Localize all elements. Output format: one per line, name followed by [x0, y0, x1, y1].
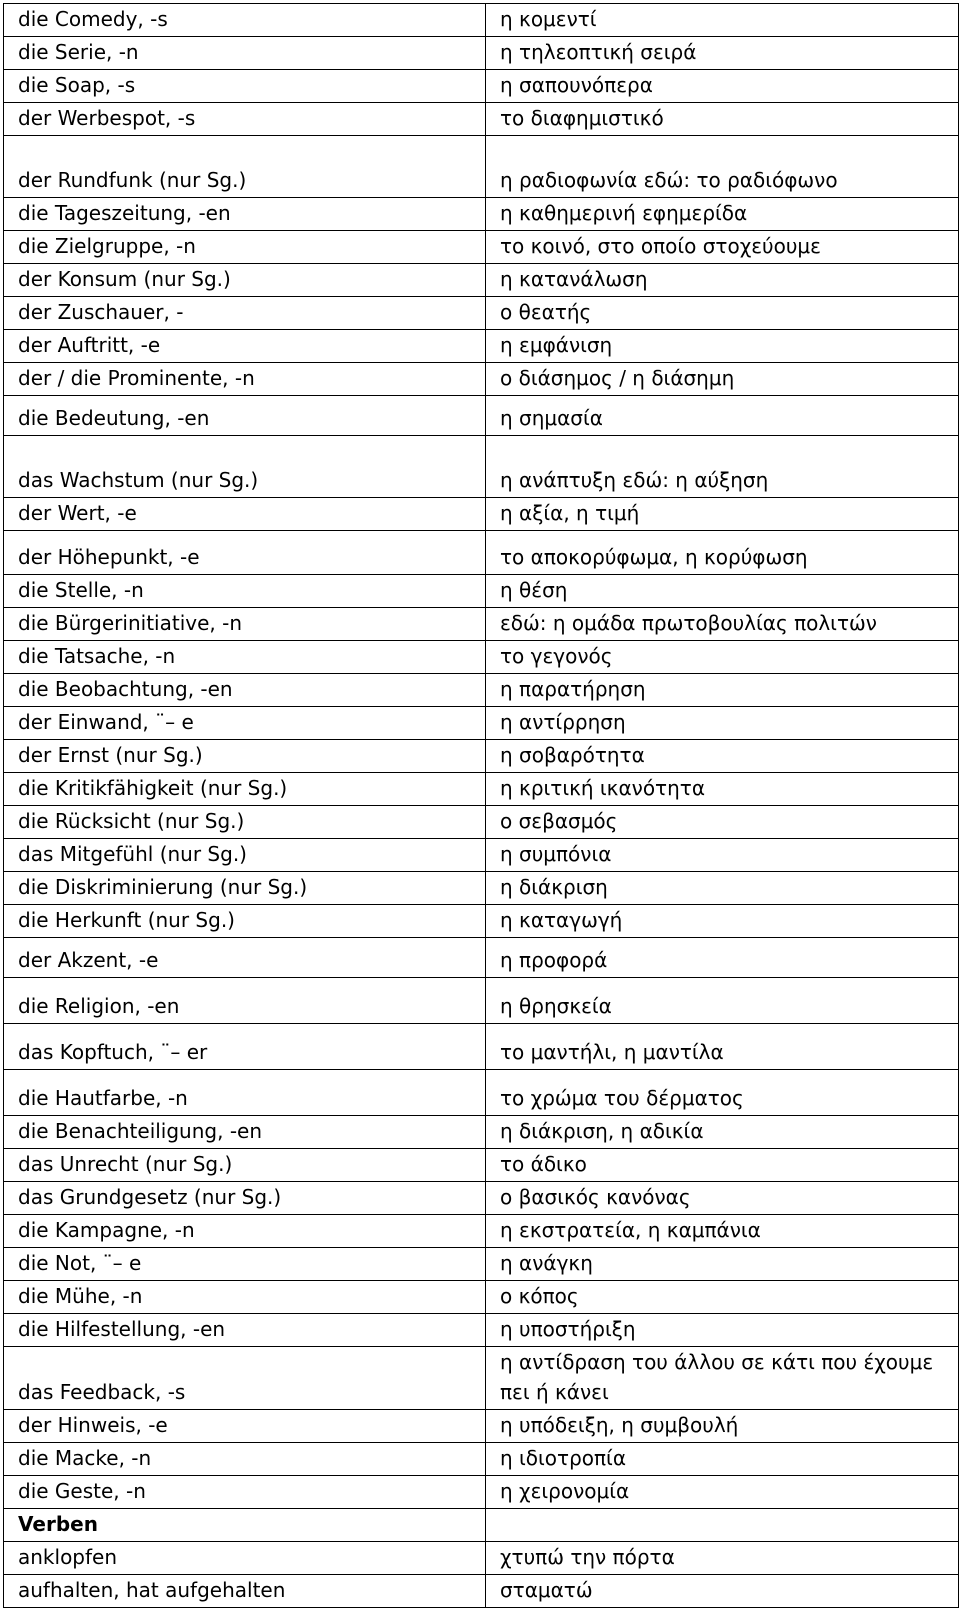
greek-translation: η συμπόνια — [486, 839, 959, 872]
greek-translation: η καθημερινή εφημερίδα — [486, 198, 959, 231]
greek-translation: η εκστρατεία, η καμπάνια — [486, 1215, 959, 1248]
table-row — [4, 1248, 959, 1281]
german-term: der Auftritt, -e — [4, 330, 486, 363]
greek-translation: το χρώμα του δέρματος — [486, 1070, 959, 1116]
table-row — [4, 1410, 959, 1443]
greek-translation: η θέση — [486, 575, 959, 608]
greek-translation: η υπόδειξη, η συμβουλή — [486, 1410, 959, 1443]
greek-translation: η αντίρρηση — [486, 707, 959, 740]
german-term: der Akzent, -e — [4, 938, 486, 978]
german-term: die Geste, -n — [4, 1476, 486, 1509]
greek-translation: η αντίδραση του άλλου σε κάτι που έχουμε πει ή κάνει — [486, 1347, 959, 1410]
table-row — [4, 1215, 959, 1248]
table-row — [4, 806, 959, 839]
table-row — [4, 674, 959, 707]
greek-translation: ο βασικός κανόνας — [486, 1182, 959, 1215]
section-heading: Verben — [4, 1509, 486, 1542]
table-row — [4, 531, 959, 575]
greek-translation: η θρησκεία — [486, 978, 959, 1024]
german-term: der Ernst (nur Sg.) — [4, 740, 486, 773]
table-row — [4, 1149, 959, 1182]
greek-translation — [486, 1509, 959, 1542]
greek-translation: το διαφημιστικό — [486, 103, 959, 136]
table-row — [4, 707, 959, 740]
table-row — [4, 1542, 959, 1575]
table-row — [4, 872, 959, 905]
german-term: die Tatsache, -n — [4, 641, 486, 674]
german-term: anklopfen — [4, 1542, 486, 1575]
greek-translation: η σημασία — [486, 396, 959, 436]
german-term: die Stelle, -n — [4, 575, 486, 608]
table-row — [4, 363, 959, 396]
table-row — [4, 1024, 959, 1070]
table-row — [4, 740, 959, 773]
greek-translation: η σαπουνόπερα — [486, 70, 959, 103]
german-term: die Serie, -n — [4, 37, 486, 70]
greek-translation: ο σεβασμός — [486, 806, 959, 839]
german-term: der Wert, -e — [4, 498, 486, 531]
greek-translation: ο θεατής — [486, 297, 959, 330]
table-row — [4, 1575, 959, 1608]
greek-translation: η χειρονομία — [486, 1476, 959, 1509]
greek-translation: το αποκορύφωμα, η κορύφωση — [486, 531, 959, 575]
table-row — [4, 641, 959, 674]
table-row — [4, 608, 959, 641]
table-row — [4, 938, 959, 978]
german-term: das Feedback, -s — [4, 1347, 486, 1410]
greek-translation: η ανάπτυξη εδώ: η αύξηση — [486, 436, 959, 498]
table-row — [4, 1281, 959, 1314]
greek-translation: χτυπώ την πόρτα — [486, 1542, 959, 1575]
table-row — [4, 103, 959, 136]
german-term: der Konsum (nur Sg.) — [4, 264, 486, 297]
german-term: die Benachteiligung, -en — [4, 1116, 486, 1149]
german-term: die Hilfestellung, -en — [4, 1314, 486, 1347]
vocabulary-table — [3, 3, 959, 1608]
table-row — [4, 70, 959, 103]
greek-translation: η παρατήρηση — [486, 674, 959, 707]
greek-translation: το άδικο — [486, 1149, 959, 1182]
german-term: das Mitgefühl (nur Sg.) — [4, 839, 486, 872]
table-row — [4, 436, 959, 498]
german-term: die Diskriminierung (nur Sg.) — [4, 872, 486, 905]
german-term: die Kampagne, -n — [4, 1215, 486, 1248]
section-header-row — [4, 1509, 959, 1542]
german-term: die Macke, -n — [4, 1443, 486, 1476]
greek-translation: η υποστήριξη — [486, 1314, 959, 1347]
german-term: der Werbespot, -s — [4, 103, 486, 136]
german-term: das Unrecht (nur Sg.) — [4, 1149, 486, 1182]
table-row — [4, 1314, 959, 1347]
german-term: die Soap, -s — [4, 70, 486, 103]
table-row — [4, 1070, 959, 1116]
table-row — [4, 231, 959, 264]
table-row — [4, 575, 959, 608]
german-term: das Wachstum (nur Sg.) — [4, 436, 486, 498]
greek-translation: το γεγονός — [486, 641, 959, 674]
table-row — [4, 4, 959, 37]
german-term: der Höhepunkt, -e — [4, 531, 486, 575]
table-row — [4, 978, 959, 1024]
greek-translation: η διάκριση — [486, 872, 959, 905]
german-term: das Grundgesetz (nur Sg.) — [4, 1182, 486, 1215]
table-row — [4, 198, 959, 231]
table-row — [4, 1443, 959, 1476]
greek-translation: η αξία, η τιμή — [486, 498, 959, 531]
german-term: der Zuschauer, - — [4, 297, 486, 330]
table-row — [4, 1182, 959, 1215]
table-row — [4, 297, 959, 330]
table-row — [4, 1116, 959, 1149]
greek-translation: η κριτική ικανότητα — [486, 773, 959, 806]
table-row — [4, 839, 959, 872]
table-row — [4, 498, 959, 531]
greek-translation: η σοβαρότητα — [486, 740, 959, 773]
table-row — [4, 264, 959, 297]
table-row — [4, 37, 959, 70]
german-term: die Bürgerinitiative, -n — [4, 608, 486, 641]
greek-translation: η κατανάλωση — [486, 264, 959, 297]
german-term: die Beobachtung, -en — [4, 674, 486, 707]
german-term: der Hinweis, -e — [4, 1410, 486, 1443]
german-term: der / die Prominente, -n — [4, 363, 486, 396]
table-row — [4, 773, 959, 806]
german-term: die Herkunft (nur Sg.) — [4, 905, 486, 938]
greek-translation: το κοινό, στο οποίο στοχεύουμε — [486, 231, 959, 264]
greek-translation: η προφορά — [486, 938, 959, 978]
german-term: das Kopftuch, ¨– er — [4, 1024, 486, 1070]
german-term: die Tageszeitung, -en — [4, 198, 486, 231]
greek-translation: ο διάσημος / η διάσημη — [486, 363, 959, 396]
greek-translation: η εμφάνιση — [486, 330, 959, 363]
greek-translation: εδώ: η ομάδα πρωτοβουλίας πολιτών — [486, 608, 959, 641]
table-row — [4, 1347, 959, 1410]
greek-translation: η ανάγκη — [486, 1248, 959, 1281]
german-term: der Rundfunk (nur Sg.) — [4, 136, 486, 198]
table-row — [4, 905, 959, 938]
greek-translation: η καταγωγή — [486, 905, 959, 938]
german-term: die Not, ¨– e — [4, 1248, 486, 1281]
greek-translation: η ραδιοφωνία εδώ: το ραδιόφωνο — [486, 136, 959, 198]
german-term: aufhalten, hat aufgehalten — [4, 1575, 486, 1608]
greek-translation: η ιδιοτροπία — [486, 1443, 959, 1476]
greek-translation: η διάκριση, η αδικία — [486, 1116, 959, 1149]
german-term: die Religion, -en — [4, 978, 486, 1024]
german-term: der Einwand, ¨– e — [4, 707, 486, 740]
table-row — [4, 136, 959, 198]
german-term: die Mühe, -n — [4, 1281, 486, 1314]
greek-translation: η κομεντί — [486, 4, 959, 37]
greek-translation: σταματώ — [486, 1575, 959, 1608]
german-term: die Rücksicht (nur Sg.) — [4, 806, 486, 839]
table-row — [4, 396, 959, 436]
german-term: die Comedy, -s — [4, 4, 486, 37]
german-term: die Kritikfähigkeit (nur Sg.) — [4, 773, 486, 806]
greek-translation: η τηλεοπτική σειρά — [486, 37, 959, 70]
german-term: die Zielgruppe, -n — [4, 231, 486, 264]
greek-translation: το μαντήλι, η μαντίλα — [486, 1024, 959, 1070]
german-term: die Bedeutung, -en — [4, 396, 486, 436]
table-row — [4, 330, 959, 363]
greek-translation: ο κόπος — [486, 1281, 959, 1314]
german-term: die Hautfarbe, -n — [4, 1070, 486, 1116]
table-row — [4, 1476, 959, 1509]
